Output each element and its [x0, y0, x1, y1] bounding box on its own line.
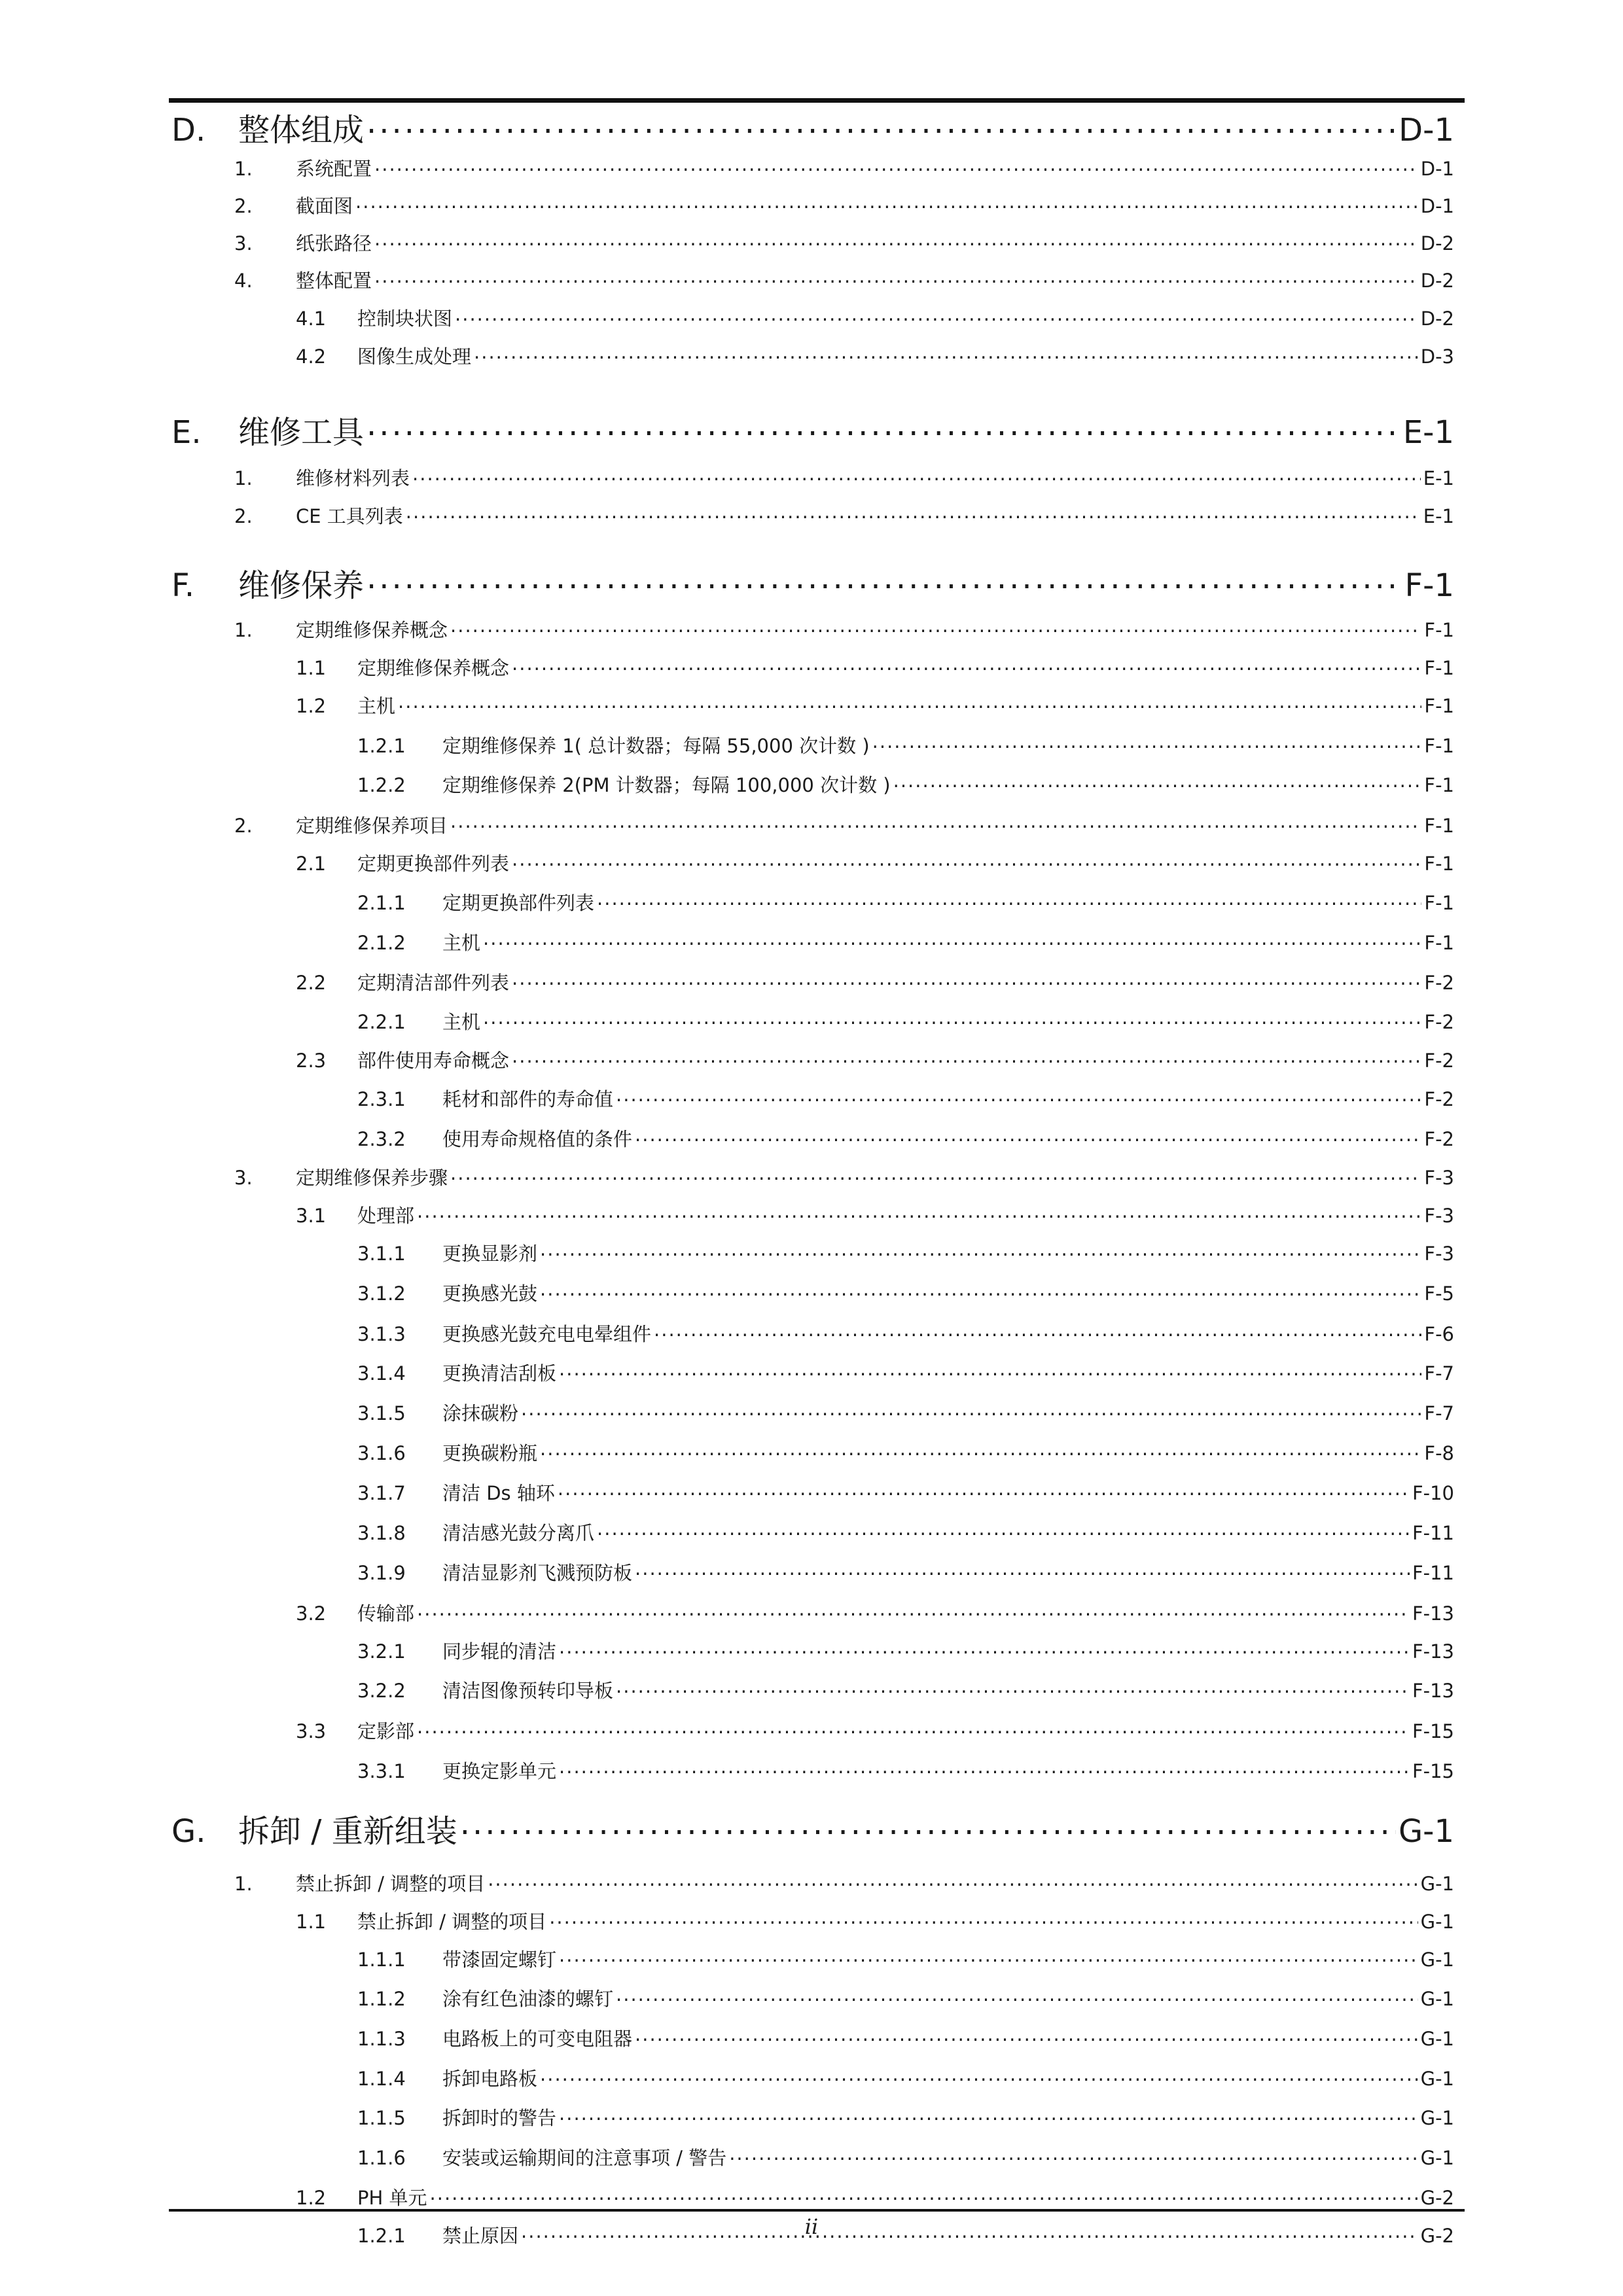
- toc-entry[interactable]: [0, 1559, 1623, 1585]
- dot-leader: [559, 1639, 1410, 1658]
- toc-entry-title[interactable]: 定期清洁部件列表: [357, 972, 510, 994]
- toc-entry-number: 4.2: [296, 345, 327, 368]
- toc-entry-page[interactable]: G-1: [1420, 1949, 1454, 1971]
- toc-entry-page[interactable]: G-1: [1420, 2107, 1454, 2129]
- dot-leader: [512, 970, 1421, 989]
- toc-entry-number: 1.2: [296, 695, 327, 717]
- toc-entry-title[interactable]: 定期维修保养步骤: [296, 1167, 448, 1189]
- toc-entry[interactable]: [0, 771, 1623, 798]
- dot-leader: [366, 412, 1400, 443]
- dot-leader: [450, 1165, 1421, 1184]
- dot-leader: [450, 618, 1421, 637]
- dot-leader: [540, 1241, 1421, 1260]
- toc-entry-number: 1.1: [296, 657, 327, 679]
- toc-entry-number: 3.3: [296, 1720, 327, 1742]
- dot-leader: [616, 1087, 1421, 1106]
- toc-entry-number: 3.1.5: [357, 1402, 406, 1424]
- toc-entry[interactable]: [0, 616, 1623, 643]
- toc-entry[interactable]: [0, 2144, 1623, 2170]
- dot-leader: [597, 891, 1421, 910]
- toc-entry-title[interactable]: 整体配置: [296, 270, 372, 292]
- dot-leader: [474, 344, 1418, 363]
- toc-entry-page[interactable]: G-1: [1420, 1911, 1454, 1933]
- toc-entry-page[interactable]: F-1: [1424, 892, 1454, 914]
- toc-entry-number: 2.2: [296, 972, 327, 994]
- toc-entry-number: 4.: [234, 270, 253, 292]
- dot-leader: [616, 1987, 1418, 2005]
- toc-entry-title[interactable]: 更换感光鼓充电电晕组件: [442, 1323, 652, 1345]
- toc-entry-page[interactable]: F-2: [1424, 1050, 1454, 1072]
- toc-entry[interactable]: [0, 1201, 1623, 1228]
- toc-entry-number: 1.1.6: [357, 2147, 406, 2169]
- toc-entry[interactable]: [0, 1008, 1623, 1034]
- toc-entry-title[interactable]: 整体组成: [238, 112, 365, 149]
- dot-leader: [398, 694, 1421, 713]
- toc-entry[interactable]: [0, 1279, 1623, 1306]
- toc-entry[interactable]: [0, 2024, 1623, 2051]
- toc-entry-title[interactable]: 更换感光鼓: [442, 1282, 538, 1305]
- toc-entry-number: 1.2.1: [357, 735, 406, 757]
- toc-entry[interactable]: [0, 304, 1623, 331]
- dot-leader: [597, 1521, 1410, 1540]
- toc-entry-title[interactable]: 部件使用寿命概念: [357, 1050, 510, 1072]
- dot-leader: [521, 1401, 1421, 1420]
- toc-entry[interactable]: [0, 928, 1623, 955]
- toc-entry-page[interactable]: F-5: [1424, 1282, 1454, 1305]
- toc-entry-page[interactable]: F-1: [1424, 932, 1454, 954]
- toc-entry-page[interactable]: D-1: [1420, 195, 1454, 217]
- toc-entry-title[interactable]: CE 工具列表: [296, 505, 403, 527]
- toc-entry-title[interactable]: 截面图: [296, 195, 353, 217]
- toc-entry-page[interactable]: F-13: [1412, 1602, 1454, 1625]
- toc-entry-title[interactable]: 清洁感光鼓分离爪: [442, 1522, 595, 1544]
- toc-entry-number: 3.1.2: [357, 1282, 406, 1305]
- toc-entry-page[interactable]: F-3: [1424, 1205, 1454, 1227]
- toc-entry[interactable]: [0, 968, 1623, 995]
- toc-entry-page[interactable]: G-1: [1420, 2068, 1454, 2090]
- toc-entry[interactable]: [0, 464, 1623, 491]
- toc-entry[interactable]: [0, 1717, 1623, 1744]
- toc-entry-number: 2.: [234, 195, 253, 217]
- toc-entry-number: 1.2: [296, 2187, 327, 2209]
- toc-entry-page[interactable]: F-13: [1412, 1640, 1454, 1663]
- toc-entry-page[interactable]: G-1: [1420, 1988, 1454, 2010]
- toc-entry-number: 1.1.1: [357, 1949, 406, 1971]
- dot-leader: [635, 1561, 1410, 1580]
- toc-entry-title[interactable]: 定期维修保养 1( 总计数器；每隔 55,000 次计数 ): [442, 735, 870, 757]
- top-rule: [169, 98, 1465, 103]
- dot-leader: [483, 1010, 1421, 1029]
- dot-leader: [417, 1719, 1410, 1738]
- toc-entry-title[interactable]: 图像生成处理: [357, 345, 472, 368]
- toc-entry-number: 1.: [234, 467, 253, 489]
- toc-entry-number: 1.2.1: [357, 2225, 406, 2247]
- toc-entry-page[interactable]: F-2: [1424, 1128, 1454, 1150]
- toc-entry-number: 2.1.2: [357, 932, 406, 954]
- toc-entry-number: G.: [171, 1813, 206, 1850]
- toc-entry[interactable]: [0, 1320, 1623, 1347]
- toc-entry-title[interactable]: 主机: [357, 695, 396, 717]
- toc-entry[interactable]: [0, 1163, 1623, 1190]
- toc-entry-title[interactable]: 拆卸电路板: [442, 2068, 538, 2090]
- toc-entry-page[interactable]: F-1: [1424, 735, 1454, 757]
- toc-entry[interactable]: [0, 1399, 1623, 1426]
- toc-entry-page[interactable]: F-3: [1424, 1167, 1454, 1189]
- toc-entry-page[interactable]: F-7: [1424, 1362, 1454, 1385]
- toc-entry-number: 2.1: [296, 853, 327, 875]
- toc-entry[interactable]: [0, 1519, 1623, 1545]
- toc-entry[interactable]: [0, 192, 1623, 219]
- toc-entry-title[interactable]: 定期维修保养概念: [296, 619, 448, 641]
- dot-leader: [355, 194, 1418, 213]
- toc-entry[interactable]: [0, 1637, 1623, 1664]
- dot-leader: [540, 1281, 1421, 1300]
- toc-entry-title[interactable]: 清洁显影剂飞溅预防板: [442, 1562, 633, 1584]
- toc-entry-number: 4.1: [296, 308, 327, 330]
- toc-entry-page[interactable]: G-2: [1420, 2225, 1454, 2247]
- toc-entry-title[interactable]: 更换碳粉瓶: [442, 1442, 538, 1464]
- toc-entry-title[interactable]: 耗材和部件的寿命值: [442, 1088, 614, 1110]
- toc-entry-number: 3.1.1: [357, 1243, 406, 1265]
- toc-entry-number: E.: [171, 414, 202, 451]
- footer-page-number: ii: [804, 2214, 819, 2239]
- toc-entry-page[interactable]: F-2: [1424, 1088, 1454, 1110]
- toc-entry-page[interactable]: F-10: [1412, 1482, 1454, 1504]
- toc-entry-title[interactable]: 定期维修保养项目: [296, 815, 448, 837]
- toc-entry-number: 1.: [234, 619, 253, 641]
- toc-entry[interactable]: [0, 1676, 1623, 1703]
- toc-entry-page[interactable]: F-1: [1424, 815, 1454, 837]
- toc-entry-title[interactable]: 涂抹碳粉: [442, 1402, 519, 1424]
- toc-entry[interactable]: [0, 502, 1623, 529]
- toc-entry-page[interactable]: E-1: [1402, 414, 1454, 451]
- dot-leader: [654, 1322, 1421, 1341]
- toc-entry-number: 3.2.2: [357, 1680, 406, 1702]
- toc-entry[interactable]: [0, 105, 1623, 150]
- toc-entry[interactable]: [0, 1085, 1623, 1112]
- toc-entry-title[interactable]: 禁止原因: [442, 2225, 519, 2247]
- dot-leader: [512, 851, 1421, 870]
- toc-entry-number: 2.2.1: [357, 1011, 406, 1033]
- toc-entry-title[interactable]: 维修保养: [238, 567, 365, 604]
- toc-entry-number: 2.3: [296, 1050, 327, 1072]
- dot-leader: [616, 1678, 1410, 1697]
- toc-entry-page[interactable]: G-1: [1420, 2147, 1454, 2169]
- toc-entry-page[interactable]: F-11: [1412, 1562, 1454, 1584]
- toc-entry[interactable]: [0, 1757, 1623, 1784]
- toc-entry-page[interactable]: F-1: [1404, 567, 1454, 604]
- dot-leader: [872, 733, 1422, 752]
- toc-entry-page[interactable]: F-3: [1424, 1243, 1454, 1265]
- dot-leader: [374, 268, 1418, 287]
- toc-entry-number: 3.2.1: [357, 1640, 406, 1663]
- toc-entry-page[interactable]: G-1: [1420, 2028, 1454, 2050]
- toc-entry[interactable]: [0, 229, 1623, 256]
- toc-entry-number: 3.1.7: [357, 1482, 406, 1504]
- toc-entry-title[interactable]: 纸张路径: [296, 232, 372, 255]
- dot-leader: [483, 930, 1421, 949]
- toc-entry-page[interactable]: F-13: [1412, 1680, 1454, 1702]
- toc-entry[interactable]: [0, 1125, 1623, 1152]
- toc-entry[interactable]: [0, 2183, 1623, 2210]
- toc-entry-page[interactable]: F-1: [1424, 695, 1454, 717]
- toc-entry-title[interactable]: 维修工具: [238, 414, 365, 451]
- toc-entry-title[interactable]: PH 单元: [357, 2187, 427, 2209]
- toc-entry-page[interactable]: G-1: [1420, 1873, 1454, 1895]
- dot-leader: [540, 2066, 1418, 2085]
- toc-entry[interactable]: [0, 1907, 1623, 1934]
- toc-entry[interactable]: [0, 342, 1623, 369]
- toc-entry-number: 2.3.1: [357, 1088, 406, 1110]
- toc-entry-title[interactable]: 控制块状图: [357, 308, 453, 330]
- dot-leader: [450, 813, 1421, 832]
- dot-leader: [729, 2146, 1418, 2164]
- toc-entry-page[interactable]: F-6: [1424, 1323, 1454, 1345]
- dot-leader: [893, 773, 1422, 792]
- toc-entry-number: 1.1.4: [357, 2068, 406, 2090]
- toc-entry-title[interactable]: 传输部: [357, 1602, 415, 1625]
- toc-entry-title[interactable]: 使用寿命规格值的条件: [442, 1128, 633, 1150]
- toc-entry-title[interactable]: 定期更换部件列表: [357, 853, 510, 875]
- toc-entry-number: 3.2: [296, 1602, 327, 1625]
- toc-entry[interactable]: [0, 849, 1623, 876]
- toc-entry-number: 1.1.2: [357, 1988, 406, 2010]
- dot-leader: [559, 1361, 1421, 1380]
- toc-entry[interactable]: [0, 1945, 1623, 1972]
- toc-entry[interactable]: [0, 732, 1623, 758]
- toc-entry-number: F.: [171, 567, 195, 604]
- toc-entry[interactable]: [0, 2104, 1623, 2130]
- toc-entry[interactable]: [0, 1359, 1623, 1386]
- toc-entry-number: 3.: [234, 1167, 253, 1189]
- toc-entry[interactable]: [0, 154, 1623, 181]
- toc-entry[interactable]: [0, 1479, 1623, 1506]
- dot-leader: [366, 109, 1396, 141]
- toc-entry-page[interactable]: G-2: [1420, 2187, 1454, 2209]
- toc-entry-title[interactable]: 同步辊的清洁: [442, 1640, 557, 1663]
- toc-entry-page[interactable]: F-2: [1424, 1011, 1454, 1033]
- toc-entry-page[interactable]: F-2: [1424, 972, 1454, 994]
- toc-entry-page[interactable]: F-7: [1424, 1402, 1454, 1424]
- dot-leader: [540, 1441, 1421, 1460]
- toc-entry-page[interactable]: F-8: [1424, 1442, 1454, 1464]
- toc-entry-title[interactable]: 电路板上的可变电阻器: [442, 2028, 633, 2050]
- dot-leader: [635, 1127, 1421, 1146]
- toc-entry-number: 2.: [234, 815, 253, 837]
- toc-entry-number: 2.1.1: [357, 892, 406, 914]
- toc-entry-page[interactable]: D-2: [1420, 308, 1454, 330]
- dot-leader: [559, 1947, 1418, 1966]
- toc-entry-number: 1.1.5: [357, 2107, 406, 2129]
- dot-leader: [366, 565, 1402, 596]
- toc-entry-number: 3.: [234, 232, 253, 255]
- toc-entry-page[interactable]: F-15: [1412, 1760, 1454, 1782]
- toc-entry-number: 3.1.8: [357, 1522, 406, 1544]
- toc-entry-number: 3.1.4: [357, 1362, 406, 1385]
- toc-entry[interactable]: [0, 1046, 1623, 1073]
- toc-entry[interactable]: [0, 811, 1623, 838]
- dot-leader: [406, 504, 1421, 523]
- toc-entry[interactable]: [0, 692, 1623, 718]
- toc-entry-number: 3.1.3: [357, 1323, 406, 1345]
- dot-leader: [412, 466, 1421, 485]
- toc-entry[interactable]: [0, 407, 1623, 452]
- toc-entry-number: 2.: [234, 505, 253, 527]
- toc-entry[interactable]: [0, 654, 1623, 680]
- toc-entry-number: D.: [171, 112, 206, 149]
- toc-entry-title[interactable]: 定期更换部件列表: [442, 892, 595, 914]
- toc-entry-title[interactable]: 处理部: [357, 1205, 415, 1227]
- toc-entry-number: 1.1: [296, 1911, 327, 1933]
- toc-entry-number: 3.1: [296, 1205, 327, 1227]
- toc-entry-page[interactable]: F-15: [1412, 1720, 1454, 1742]
- toc-entry-page[interactable]: D-1: [1420, 158, 1454, 180]
- toc-entry-title[interactable]: 安装或运输期间的注意事项 / 警告: [442, 2147, 727, 2169]
- toc-entry-title[interactable]: 主机: [442, 932, 481, 954]
- toc-entry-title[interactable]: 主机: [442, 1011, 481, 1033]
- toc-entry-title[interactable]: 拆卸 / 重新组装: [238, 1813, 457, 1850]
- toc-entry-title[interactable]: 禁止拆卸 / 调整的项目: [296, 1873, 486, 1895]
- toc-entry-number: 3.1.6: [357, 1442, 406, 1464]
- toc-entry-title[interactable]: 维修材料列表: [296, 467, 410, 489]
- dot-leader: [512, 656, 1421, 675]
- toc-entry-title[interactable]: 定期维修保养 2(PM 计数器；每隔 100,000 次计数 ): [442, 774, 891, 796]
- toc-entry-title[interactable]: 禁止拆卸 / 调整的项目: [357, 1911, 547, 1933]
- toc-entry-number: 1.: [234, 1873, 253, 1895]
- toc-entry-page[interactable]: E-1: [1423, 505, 1454, 527]
- toc-entry[interactable]: [0, 1806, 1623, 1851]
- toc-entry-number: 1.1.3: [357, 2028, 406, 2050]
- dot-leader: [430, 2185, 1418, 2204]
- toc-entry-number: 3.1.9: [357, 1562, 406, 1584]
- toc-entry-number: 1.: [234, 158, 253, 180]
- toc-entry-title[interactable]: 涂有红色油漆的螺钉: [442, 1988, 614, 2010]
- toc-entry-number: 3.3.1: [357, 1760, 406, 1782]
- toc-entry-number: 2.3.2: [357, 1128, 406, 1150]
- toc-entry-title[interactable]: 定期维修保养概念: [357, 657, 510, 679]
- dot-leader: [559, 1759, 1410, 1778]
- toc-entry-title[interactable]: 定影部: [357, 1720, 415, 1742]
- dot-leader: [488, 1871, 1418, 1890]
- toc-entry-title[interactable]: 更换定影单元: [442, 1760, 557, 1782]
- dot-leader: [417, 1601, 1410, 1620]
- toc-entry[interactable]: [0, 560, 1623, 605]
- toc-entry[interactable]: [0, 889, 1623, 915]
- dot-leader: [559, 2106, 1418, 2125]
- toc-entry[interactable]: [0, 1239, 1623, 1266]
- toc-entry-page[interactable]: D-1: [1399, 112, 1454, 149]
- dot-leader: [417, 1203, 1421, 1222]
- toc-entry-page[interactable]: E-1: [1423, 467, 1454, 489]
- dot-leader: [512, 1048, 1421, 1067]
- toc-entry-page[interactable]: D-2: [1420, 232, 1454, 255]
- toc-entry[interactable]: [0, 1599, 1623, 1626]
- toc-entry-page[interactable]: D-3: [1420, 345, 1454, 368]
- dot-leader: [558, 1481, 1410, 1500]
- toc-entry-title[interactable]: 拆卸时的警告: [442, 2107, 557, 2129]
- toc-entry[interactable]: [0, 2064, 1623, 2091]
- dot-leader: [549, 1909, 1418, 1928]
- toc-entry[interactable]: [0, 1439, 1623, 1466]
- dot-leader: [455, 306, 1418, 325]
- toc-entry-number: 1.2.2: [357, 774, 406, 796]
- bottom-rule: [169, 2209, 1465, 2212]
- toc-entry-title[interactable]: 更换清洁刮板: [442, 1362, 557, 1385]
- toc-entry-page[interactable]: G-1: [1398, 1813, 1454, 1850]
- toc-entry-page[interactable]: F-1: [1424, 774, 1454, 796]
- toc-entry-title[interactable]: 带漆固定螺钉: [442, 1949, 557, 1971]
- toc-entry-title[interactable]: 系统配置: [296, 158, 372, 180]
- toc-entry-title[interactable]: 清洁 Ds 轴环: [442, 1482, 555, 1504]
- toc-entry-page[interactable]: D-2: [1420, 270, 1454, 292]
- dot-leader: [460, 1810, 1396, 1842]
- toc-entry-page[interactable]: F-1: [1424, 619, 1454, 641]
- toc-entry-page[interactable]: F-1: [1424, 853, 1454, 875]
- toc-entry-title[interactable]: 更换显影剂: [442, 1243, 538, 1265]
- toc-entry-title[interactable]: 清洁图像预转印导板: [442, 1680, 614, 1702]
- toc-entry-page[interactable]: F-11: [1412, 1522, 1454, 1544]
- toc-entry[interactable]: [0, 266, 1623, 293]
- dot-leader: [374, 156, 1418, 175]
- toc-entry[interactable]: [0, 1985, 1623, 2011]
- toc-entry-page[interactable]: F-1: [1424, 657, 1454, 679]
- dot-leader: [374, 231, 1418, 250]
- dot-leader: [635, 2026, 1418, 2045]
- toc-entry[interactable]: [0, 1869, 1623, 1896]
